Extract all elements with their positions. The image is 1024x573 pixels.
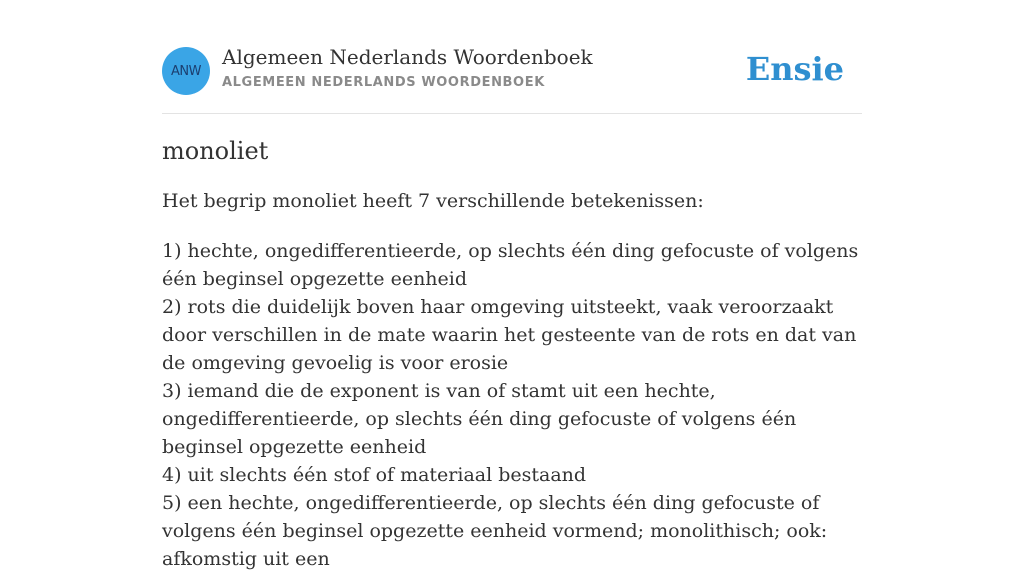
meaning-item: 3) iemand die de exponent is van of stamt uit een hechte, ongedifferentieerde, op slechts één ding gefocuste of volgens één beginsel opgezette eenheid xyxy=(162,380,797,458)
meaning-item: 1) hechte, ongedifferentieerde, op slechts één ding gefocuste of volgens één beginsel opgezette eenheid xyxy=(162,240,859,290)
meaning-item: 5) een hechte, ongedifferentieerde, op slechts één ding gefocuste of volgens één beginsel opgezette eenheid vormend; monolithisch; ook: afkomstig uit een xyxy=(162,492,828,570)
dictionary-subtitle: ALGEMEEN NEDERLANDS WOORDENBOEK xyxy=(222,75,545,90)
dictionary-title[interactable]: Algemeen Nederlands Woordenboek xyxy=(222,45,593,69)
anw-logo[interactable]: ANW xyxy=(162,47,210,95)
meaning-item: 4) uit slechts één stof of materiaal bestaand xyxy=(162,464,587,486)
page-title: monoliet xyxy=(162,137,269,165)
header xyxy=(162,0,862,114)
page-container xyxy=(162,0,862,570)
meanings-list xyxy=(162,237,862,573)
intro-text: Het begrip monoliet heeft 7 verschillende betekenissen: xyxy=(162,190,704,212)
ensie-logo-link[interactable]: Ensie xyxy=(745,50,844,88)
meaning-item: 2) rots die duidelijk boven haar omgeving uitsteekt, vaak veroorzaakt door verschillen in de mate waarin het gesteente van de rots en dat van de omgeving gevoelig is voor erosie xyxy=(162,296,857,374)
